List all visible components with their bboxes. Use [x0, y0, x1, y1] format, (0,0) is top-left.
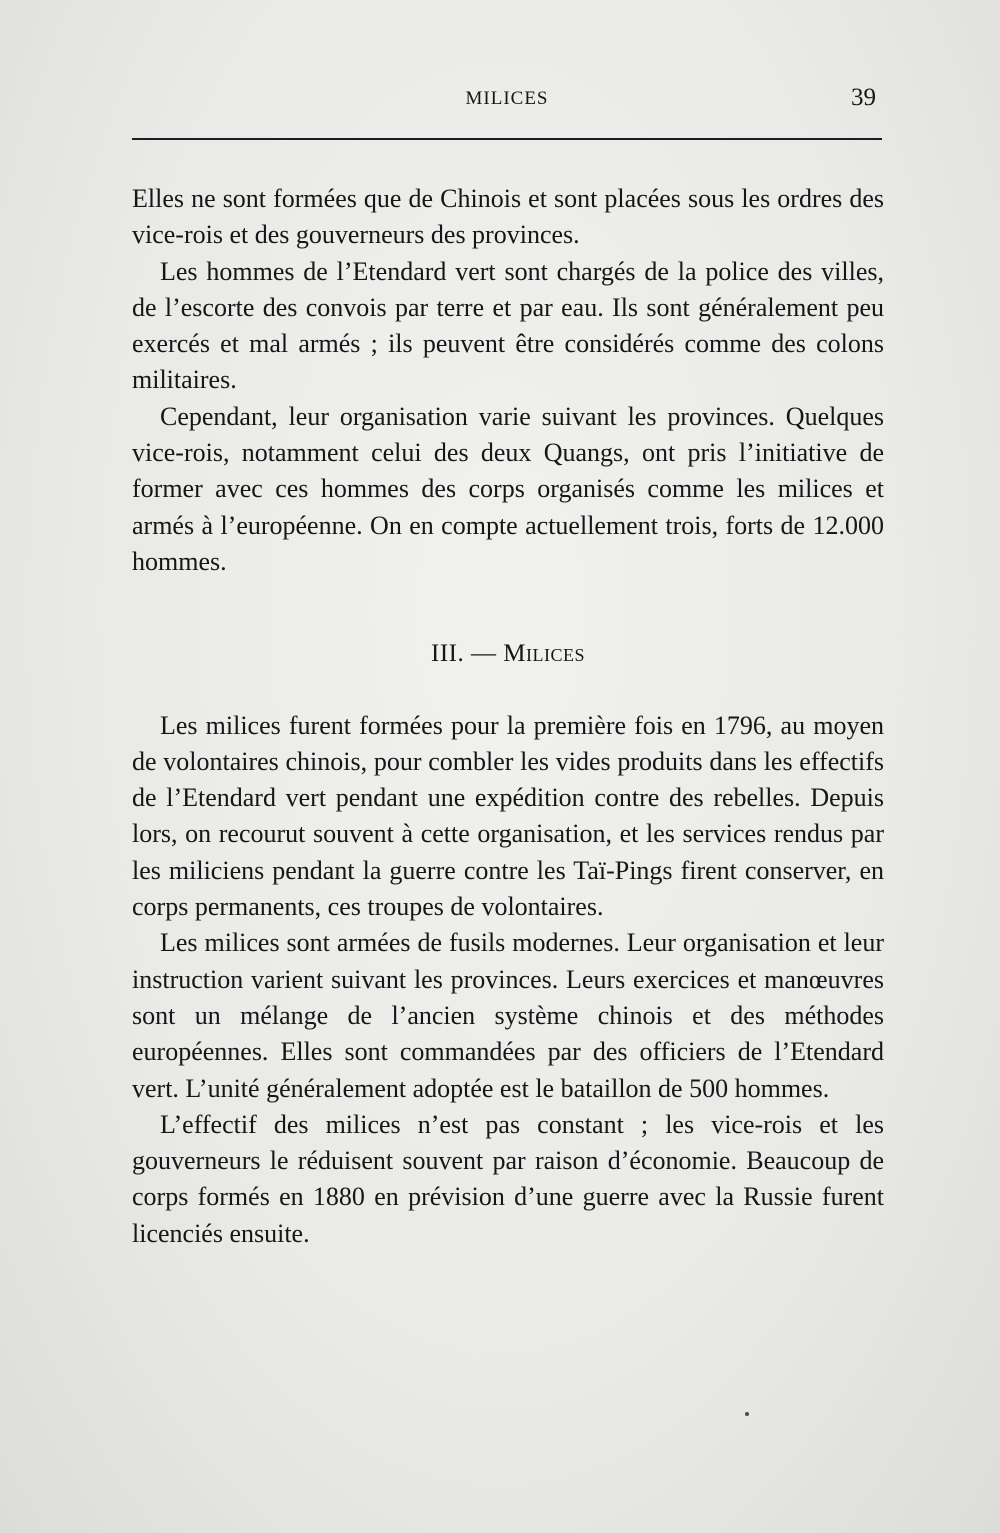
page-number: 39: [851, 84, 876, 111]
paragraph-5: Les milices sont armées de fusils modernes. Leur organisation et leur instruction varient suivant les provinces. Leurs exercices et manœuvres sont un mélange de l’ancien système chinois et des méthodes européennes. Elles sont commandées par des officiers de l’Etendard vert. L’unité généralement adoptée est le bataillon de 500 hommes.: [132, 928, 884, 1103]
paragraph-6: L’effectif des milices n’est pas constant ; les vice-rois et les gouverneurs le réduisent souvent par raison d’économie. Beaucoup de corps formés en 1880 en prévision d’une guerre avec la Russie furent licenciés ensuite.: [132, 1109, 884, 1248]
paragraph-2: Les hommes de l’Etendard vert sont chargés de la police des villes, de l’escorte des convois par terre et par eau. Ils sont généralement peu exercés et mal armés ; ils peuvent être considérés comme des colons militaires.: [132, 256, 884, 395]
body-text: [132, 181, 884, 1252]
ink-speck: [745, 1412, 749, 1416]
paragraph-3: Cependant, leur organisation varie suivant les provinces. Quelques vice-rois, notamment celui des deux Quangs, ont pris l’initiative de former avec ces hommes des corps organisés comme les milices et armés à l’européenne. On en compte actuellement trois, forts de 12.000 hommes.: [132, 401, 884, 576]
header-rule: [132, 138, 882, 140]
paragraph-4: Les milices furent formées pour la première fois en 1796, au moyen de volontaires chinois, pour combler les vides produits dans les effectifs de l’Etendard vert pendant une expédition contre des rebelles. Depuis lors, on recourut souvent à cette organisation, et les services rendus par les miliciens pendant la guerre contre les Taï-Pings firent conserver, en corps permanents, ces troupes de volontaires.: [132, 710, 884, 922]
page-header: [132, 84, 882, 122]
paragraph-1: Elles ne sont formées que de Chinois et sont placées sous les ordres des vice-rois et des gouverneurs des provinces.: [132, 184, 884, 250]
running-head: MILICES: [465, 88, 549, 109]
section-title: III. — Milices: [431, 640, 585, 668]
